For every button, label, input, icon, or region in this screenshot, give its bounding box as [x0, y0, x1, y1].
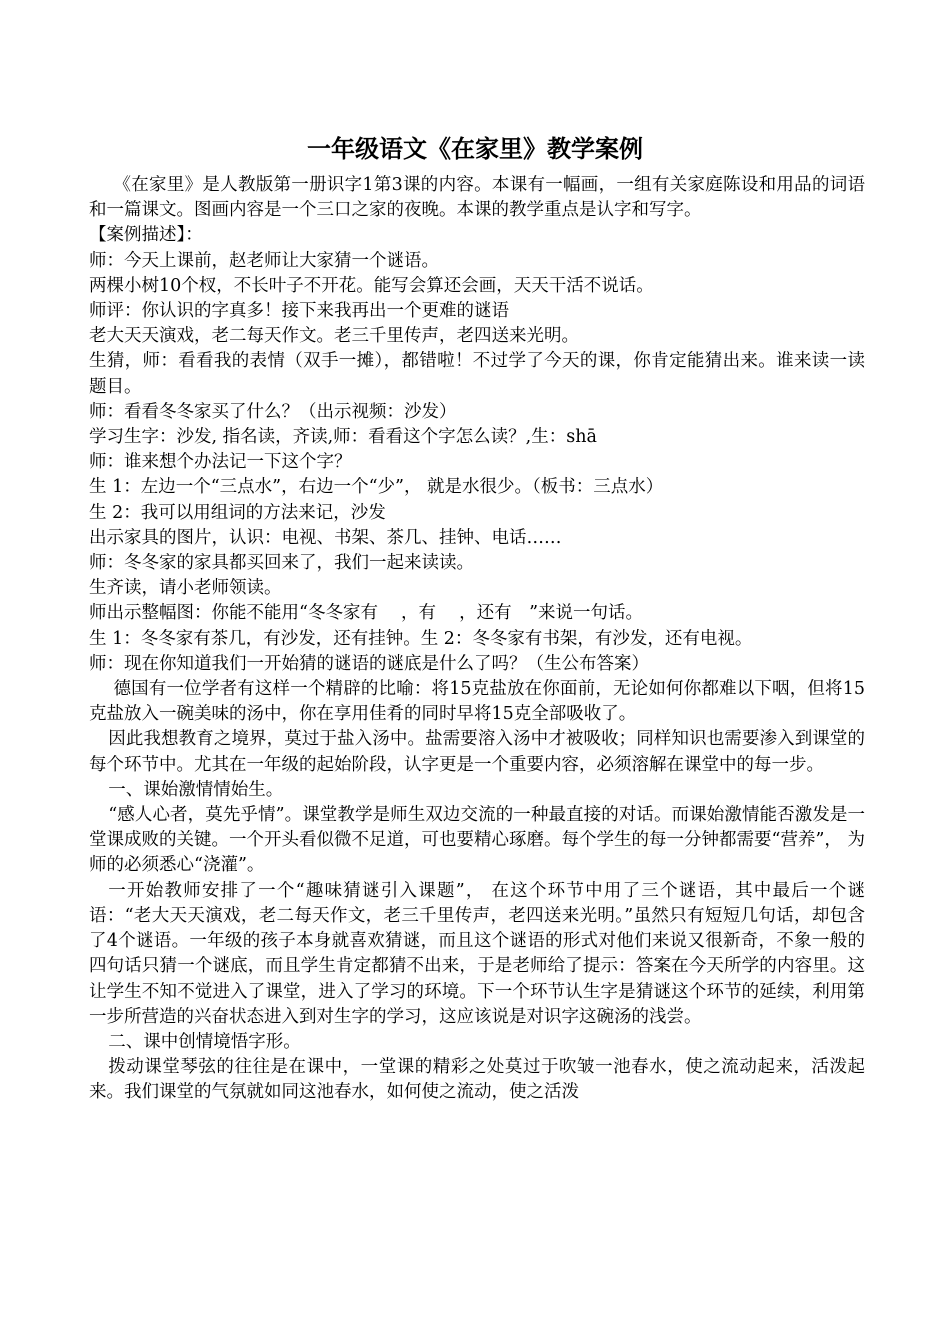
analysis-paragraph: 一开始教师安排了一个“趣味猜谜引入课题”， 在这个环节中用了三个谜语，其中最后一个谜语：“老大天天演戏，老二每天作文，老三千里传声，老四送来光明。”虽然只有短短几句话，却包含了4个谜语。一年级的孩子本身就喜欢猜谜，而且这个谜语的形式对他们来说又很新奇，不象一般的四句话只猜一个谜底，而且学生肯定都猜不出来，于是老师给了提示：答案在今天所学的内容里。这让学生不知不觉进入了课堂，进入了学习的环境。下一个环节认生字是猜谜这个环节的延续，利用第一步所营造的兴奋状态进入到对生字的学习，这应该说是对识字这碗汤的浅尝。 — [89, 880, 865, 1027]
riddle-line: 老大天天演戏，老二每天作文。老三千里传声，老四送来光明。 — [89, 326, 579, 347]
analysis-paragraph: “感人心者，莫先乎情”。课堂教学是师生双边交流的一种最直接的对话。而课始激情能否激发是一堂课成败的关键。一个开头看似微不足道，可也要精心琢磨。每个学生的每一分钟都需要“营养”， 为师的必须悉心“浇灌”。 — [89, 805, 865, 876]
riddle-line: 两棵小树10个杈，不长叶子不开花。能写会算还会画，天天干活不说话。 — [89, 275, 654, 296]
dialogue-line: 师：现在你知道我们一开始猜的谜语的谜底是什么了吗？（生公布答案） — [89, 653, 649, 674]
dialogue-line: 师出示整幅图：你能不能用“冬冬家有 ，有 ，还有 ”来说一句话。 — [89, 603, 644, 624]
analysis-paragraph: 德国有一位学者有这样一个精辟的比喻：将15克盐放在你面前，无论如何你都难以下咽，但将15克盐放入一碗美味的汤中，你在享用佳肴的同时早将15克全部吸收了。 — [89, 679, 865, 725]
document-body — [89, 173, 865, 1106]
dialogue-line: 生 1：冬冬家有茶几，有沙发，还有挂钟。生 2：冬冬家有书架，有沙发，还有电视。 — [89, 628, 753, 649]
dialogue-line: 生 1：左边一个“三点水”，右边一个“少”， 就是水很少。（板书：三点水） — [89, 477, 664, 498]
dialogue-line: 师：今天上课前，赵老师让大家猜一个谜语。 — [89, 250, 439, 271]
dialogue-line: 学习生字：沙发, 指名读，齐读,师：看看这个字怎么读？,生：shā — [89, 427, 597, 448]
case-heading: 【案例描述】： — [89, 225, 203, 246]
dialogue-line: 师评：你认识的字真多！接下来我再出一个更难的谜语 — [89, 301, 509, 322]
intro-paragraph: 《在家里》是人教版第一册识字1第3课的内容。本课有一幅画，一组有关家庭陈设和用品的词语和一篇课文。图画内容是一个三口之家的夜晚。本课的教学重点是认字和写字。 — [89, 175, 865, 221]
dialogue-line: 生齐读，请小老师领读。 — [89, 578, 282, 599]
dialogue-line: 师：看看冬冬家买了什么？（出示视频：沙发） — [89, 401, 457, 422]
section-heading: 二、课中创情境悟字形。 — [108, 1031, 301, 1052]
dialogue-line: 师：谁来想个办法记一下这个字？ — [89, 452, 352, 473]
analysis-paragraph: 因此我想教育之境界，莫过于盐入汤中。盐需要溶入汤中才被吸收；同样知识也需要渗入到课堂的每个环节中。尤其在一年级的起始阶段，认字更是一个重要内容，必须溶解在课堂中的每一步。 — [89, 729, 865, 775]
section-heading: 一、课始激情情始生。 — [108, 779, 284, 800]
document-title: 一年级语文《在家里》教学案例 — [307, 134, 643, 163]
dialogue-line: 生猜，师：看看我的表情（双手一摊），都错啦！不过学了今天的课，你肯定能猜出来。谁来读一读题目。 — [89, 351, 865, 397]
dialogue-line: 生 2：我可以用组词的方法来记，沙发 — [89, 502, 386, 523]
analysis-paragraph: 拨动课堂琴弦的往往是在课中，一堂课的精彩之处莫过于吹皱一池春水，使之流动起来，活泼起来。我们课堂的气氛就如同这池春水，如何使之流动，使之活泼 — [89, 1057, 865, 1103]
dialogue-line: 出示家具的图片，认识：电视、书架、茶几、挂钟、电话…… — [89, 527, 562, 548]
dialogue-line: 师：冬冬家的家具都买回来了，我们一起来读读。 — [89, 553, 474, 574]
